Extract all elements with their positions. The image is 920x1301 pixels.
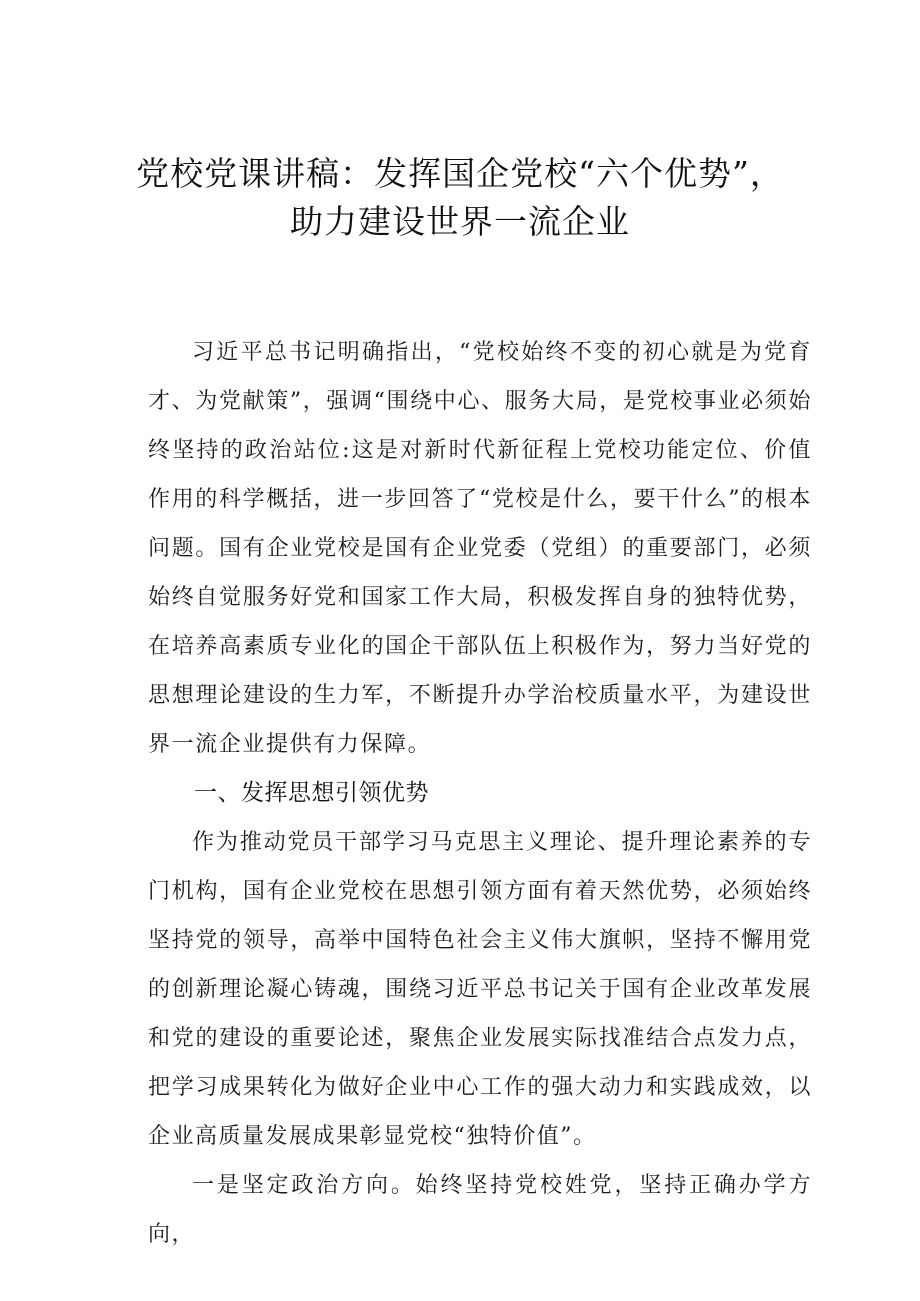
section-heading-1: 一、发挥思想引领优势 <box>194 780 429 806</box>
document-body <box>148 328 812 1259</box>
document-title <box>60 150 860 246</box>
intro-paragraph: 习近平总书记明确指出，“党校始终不变的初心就是为党育才、为党献策”，强调“围绕中心、服务大局，是党校事业必须始终坚持的政治站位:这是对新时代新征程上党校功能定位、价值作用的科学概括，进一步回答了“党校是什么，要干什么”的根本问题。国有企业党校是国有企业党委（党组）的重要部门，必须始终自觉服务好党和国家工作大局，积极发挥自身的独特优势，在培养高素质专业化的国企干部队伍上积极作为，努力当好党的思想理论建设的生力军，不断提升办学治校质量水平，为建设世界一流企业提供有力保障。 <box>148 340 812 757</box>
title-line-2: 助力建设世界一流企业 <box>290 202 630 241</box>
section1-paragraph: 作为推动党员干部学习马克思主义理论、提升理论素养的专门机构，国有企业党校在思想引领方面有着天然优势，必须始终坚持党的领导，高举中国特色社会主义伟大旗帜，坚持不懈用党的创新理论凝心铸魂，围绕习近平总书记关于国有企业改革发展和党的建设的重要论述，聚焦企业发展实际找准结合点发力点，把学习成果转化为做好企业中心工作的强大动力和实践成效，以企业高质量发展成果彰显党校“独特价值”。 <box>148 830 812 1149</box>
section1-point1-paragraph: 一是坚定政治方向。始终坚持党校姓党，坚持正确办学方向， <box>148 1173 812 1247</box>
title-line-1: 党校党课讲稿：发挥国企党校“六个优势”， <box>136 154 784 193</box>
